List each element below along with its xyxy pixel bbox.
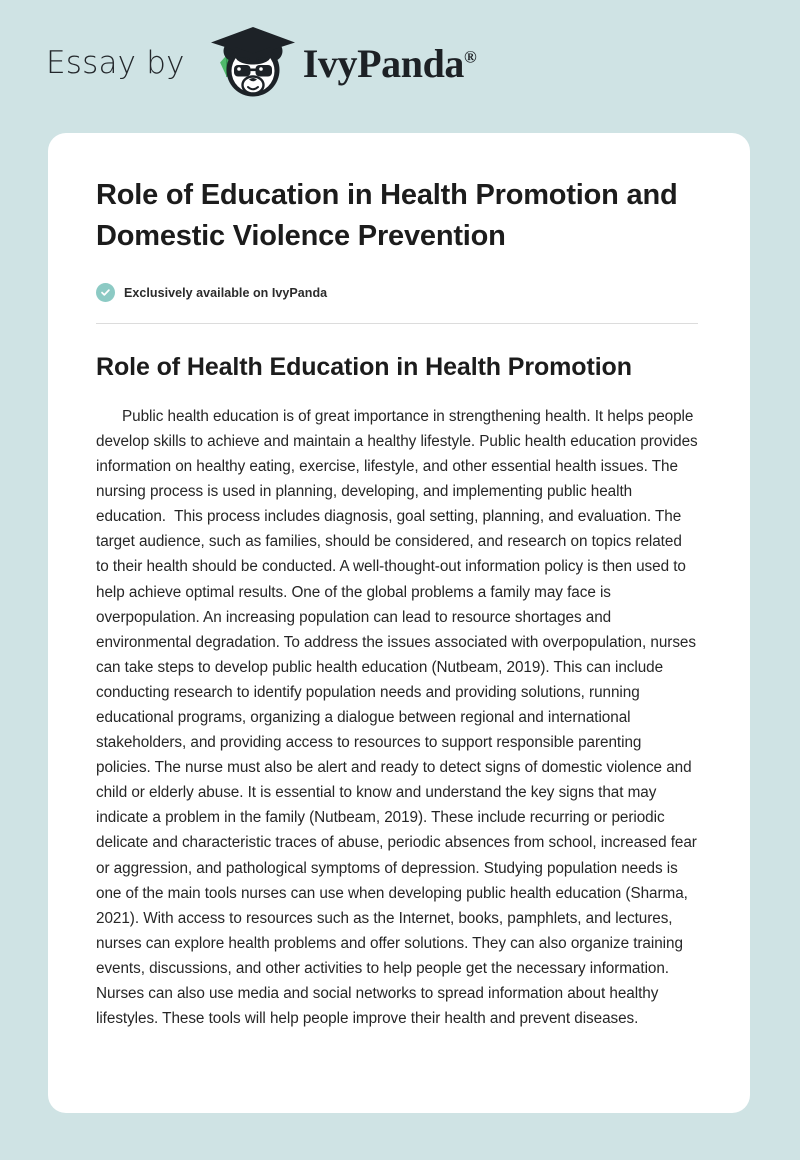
- page-title: Role of Education in Health Promotion and Domestic Violence Prevention: [96, 179, 678, 253]
- body-paragraph: Public health education is of great importance in strengthening health. It helps people develop skills to achieve and maintain a healthy lifestyle. Public health education provides information on healthy eating, exercise, lifestyle, and other essential health issues. The nursing process is used in planning, developing, and implementing public health education. This process includes diagnosis, goal setting, planning, and evaluation. The target audience, such as families, should be considered, and research on topics related to their health should be conducted. A well-thought-out information policy is then used to help achieve optimal results. One of the global problems a family may face is overpopulation. An increasing population can lead to resource shortages and environmental degradation. To address the issues associated with overpopulation, nurses can take steps to develop public health education (Nutbeam, 2019). This can include conducting research to identify population needs and providing solutions, running educational programs, organizing a dialogue between regional and international stakeholders, and providing access to resources to support responsible parenting policies. The nurse must also be alert and ready to detect signs of domestic violence and child or elderly abuse. It is essential to know and understand the key signs that may indicate a problem in the family (Nutbeam, 2019). These include recurring or periodic delicate and characteristic traces of abuse, periodic absences from school, increased fear or aggression, and pathological symptoms of depression. Studying population needs is one of the main tools nurses can use when developing public health education (Sharma, 2021). With access to resources such as the Internet, books, pamphlets, and lectures, nurses can explore health problems and offer solutions. They can also organize training events, discussions, and other activities to help people get the necessary information. Nurses can also use media and social networks to spread information about healthy lifestyles. These tools will help people improve their health and prevent diseases.: [96, 407, 702, 1028]
- brand-lockup: [46, 25, 476, 103]
- card-content: [72, 175, 722, 1031]
- exclusivity-badge-label: Exclusively available on IvyPanda: [124, 285, 328, 300]
- brand-wordmark: [302, 40, 477, 86]
- header-divider: [96, 323, 698, 324]
- essay-by-label: Essay by: [46, 45, 185, 81]
- exclusivity-badge: [96, 283, 698, 302]
- header-brand-bar: [0, 0, 800, 133]
- ivypanda-panda-graduate-logo: [205, 25, 301, 103]
- check-circle-icon: [96, 283, 115, 302]
- ivypanda-logo[interactable]: [199, 25, 477, 103]
- essay-card: [48, 133, 750, 1113]
- section-heading: Role of Health Education in Health Promotion: [96, 353, 632, 382]
- brand-name-text: IvyPanda: [302, 40, 465, 86]
- registered-trademark-icon: ®: [464, 47, 477, 67]
